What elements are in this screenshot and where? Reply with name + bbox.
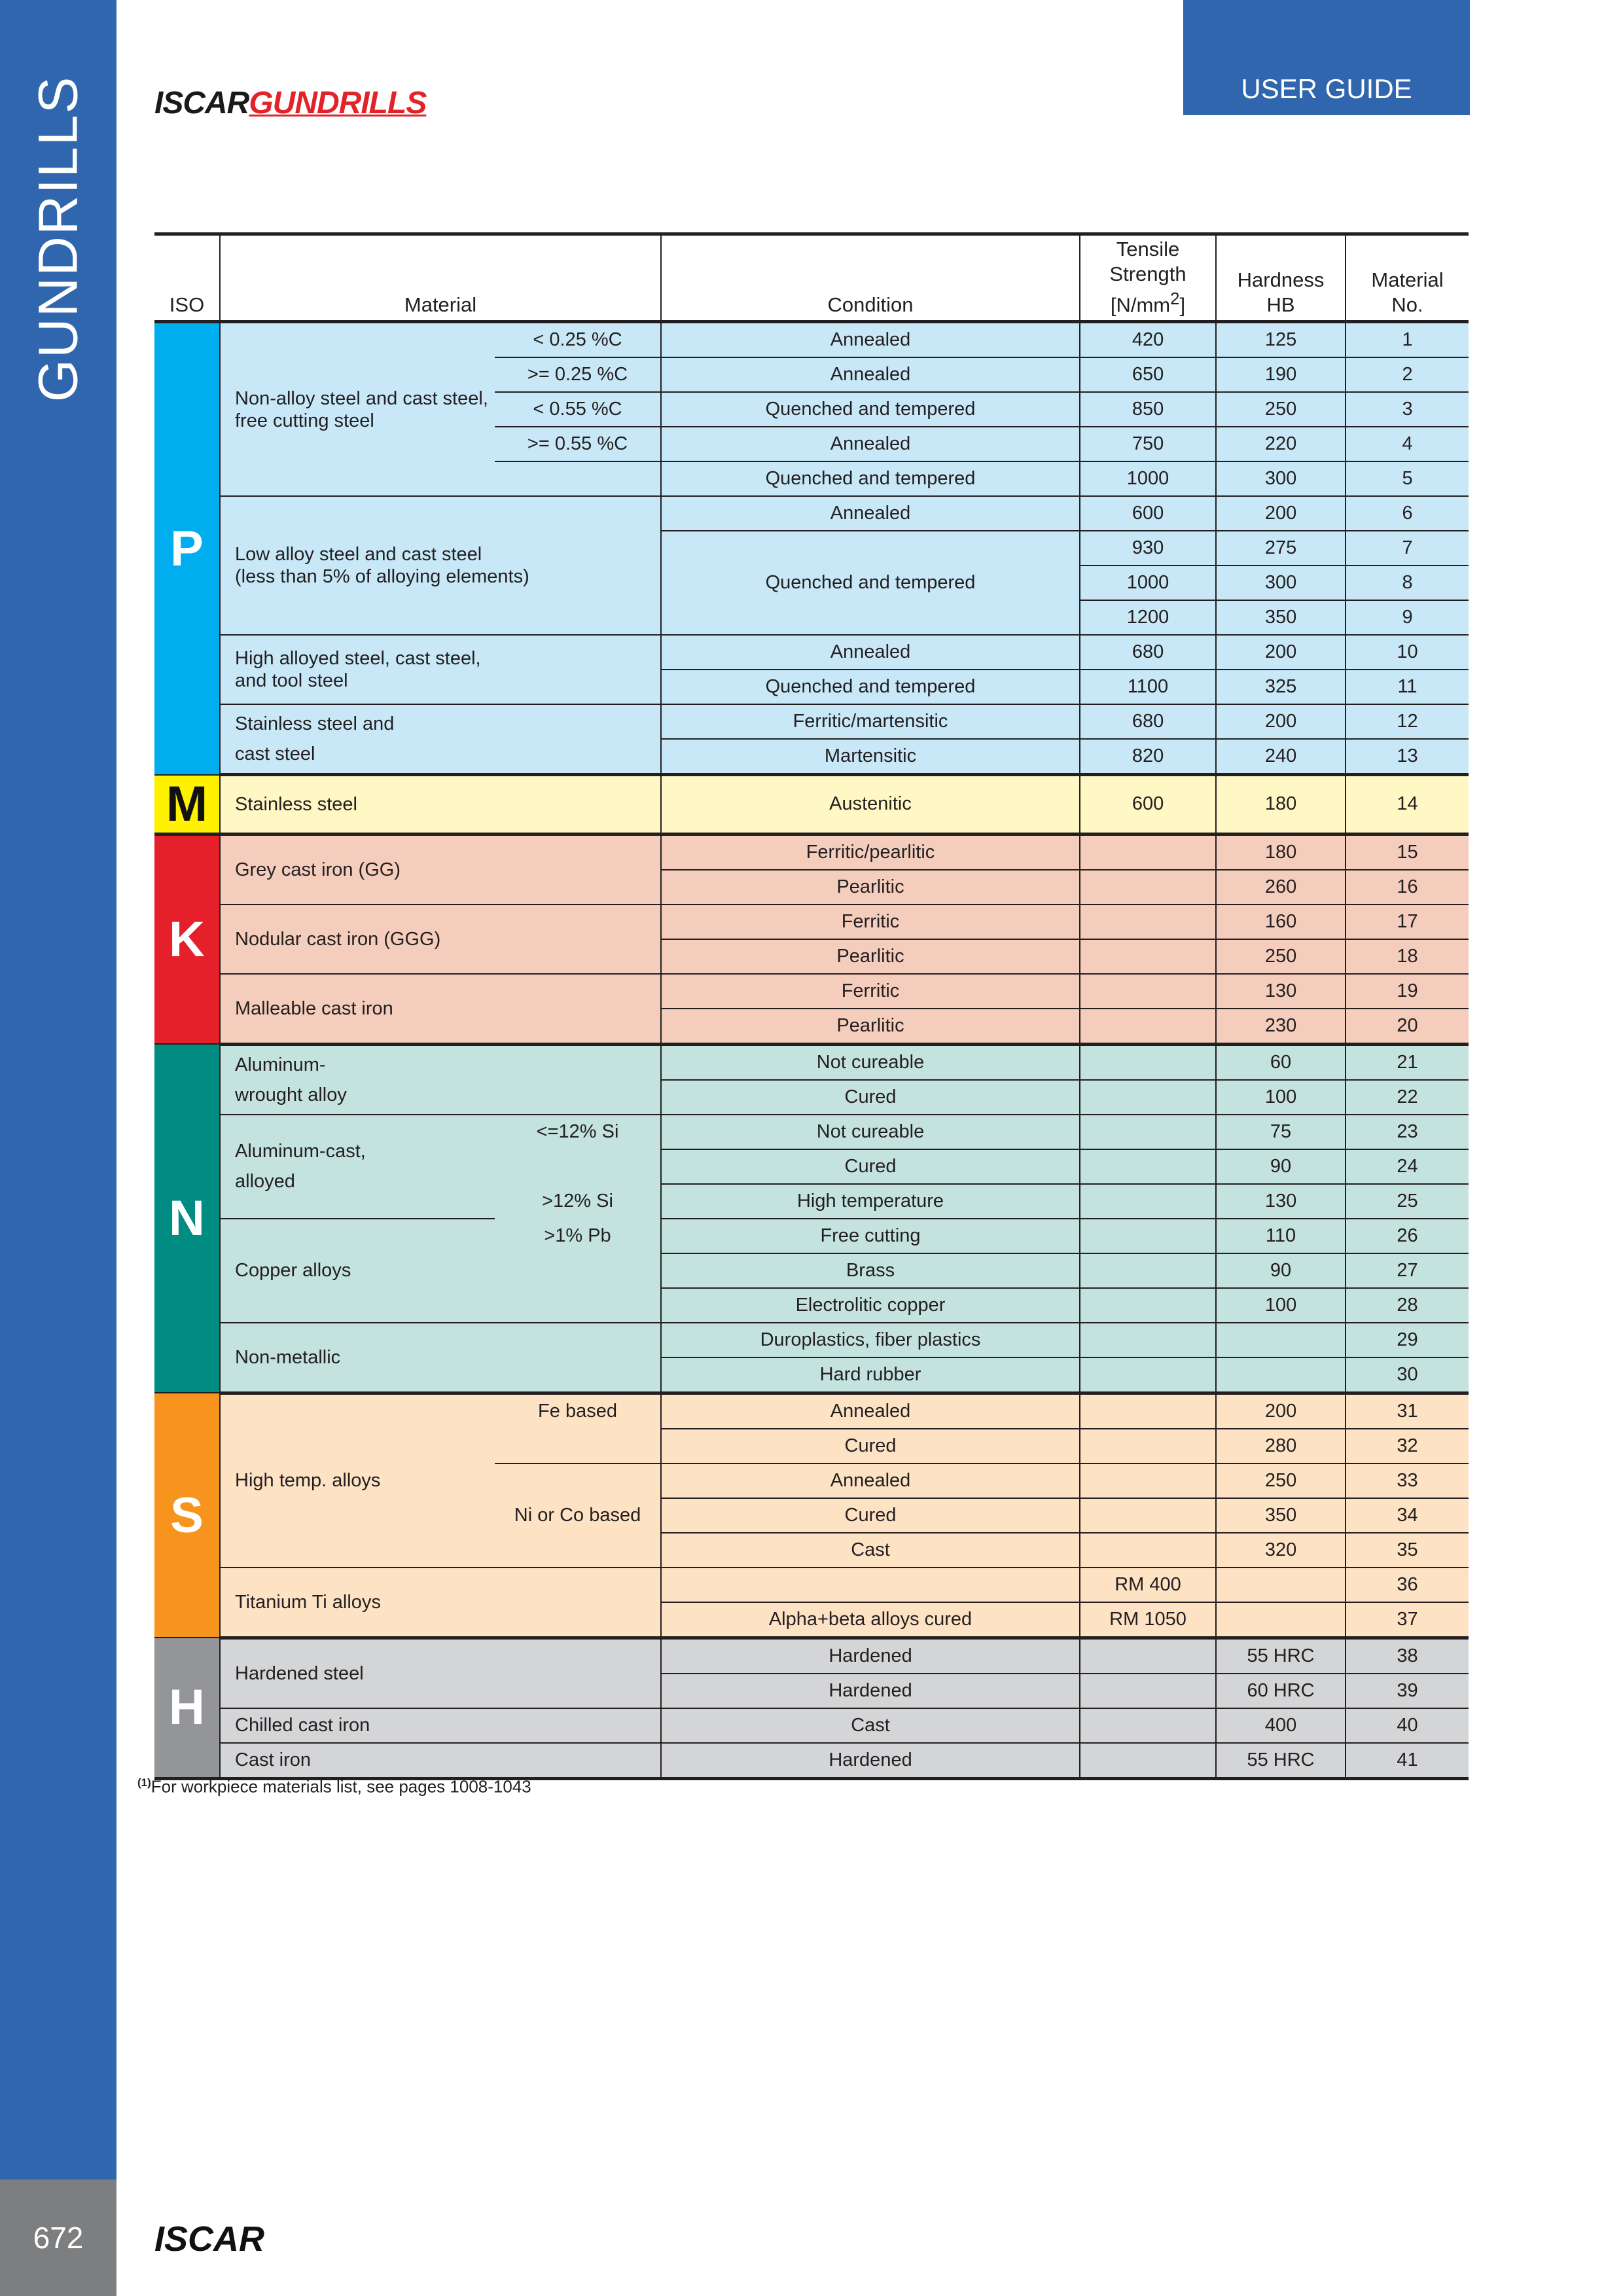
cell-tensile (1080, 1253, 1216, 1288)
cell-hardness: 100 (1216, 1288, 1346, 1323)
cell-condition: Cured (661, 1080, 1080, 1115)
sub-condition (495, 1253, 661, 1288)
cell-material-no: 32 (1346, 1429, 1469, 1463)
cell-hardness: 250 (1216, 939, 1346, 974)
cell-tensile: 420 (1080, 322, 1216, 358)
cell-tensile (1080, 974, 1216, 1009)
cell-hardness: 230 (1216, 1009, 1346, 1045)
section-title: GUNDRILLS (27, 75, 89, 403)
cell-tensile (1080, 1323, 1216, 1357)
cell-hardness: 60 HRC (1216, 1674, 1346, 1708)
iso-k-badge: K (154, 834, 220, 1044)
cell-material-no: 30 (1346, 1357, 1469, 1393)
cell-material-no: 39 (1346, 1674, 1469, 1708)
cell-hardness (1216, 1602, 1346, 1638)
cell-tensile (1080, 905, 1216, 939)
cell-material-no: 6 (1346, 496, 1469, 531)
material-label: Stainless steel and cast steel (220, 704, 661, 775)
cell-tensile (1080, 1288, 1216, 1323)
cell-condition: Cured (661, 1498, 1080, 1533)
user-guide-label: USER GUIDE (1241, 73, 1412, 104)
cell-material-no: 38 (1346, 1638, 1469, 1674)
cell-material-no: 16 (1346, 870, 1469, 905)
cell-condition: Ferritic (661, 974, 1080, 1009)
cell-tensile: 650 (1080, 357, 1216, 392)
cell-hardness: 75 (1216, 1115, 1346, 1149)
cell-tensile: 680 (1080, 704, 1216, 739)
cell-hardness: 400 (1216, 1708, 1346, 1743)
table-row (154, 1708, 1469, 1743)
cell-condition: Annealed (661, 357, 1080, 392)
table-row (154, 1743, 1469, 1779)
iso-s-badge: S (154, 1393, 220, 1638)
material-label: Hardened steel (220, 1638, 661, 1708)
cell-condition: Hardened (661, 1638, 1080, 1674)
cell-material-no: 5 (1346, 461, 1469, 496)
cell-hardness: 300 (1216, 565, 1346, 600)
col-hardness: Hardness HB (1216, 234, 1346, 322)
cell-condition: Free cutting (661, 1219, 1080, 1253)
cell-condition: Hard rubber (661, 1357, 1080, 1393)
cell-tensile: 600 (1080, 496, 1216, 531)
col-material-no: Material No. (1346, 234, 1469, 322)
cell-hardness: 350 (1216, 600, 1346, 635)
cell-tensile (1080, 1638, 1216, 1674)
cell-condition: Annealed (661, 427, 1080, 461)
cell-material-no: 25 (1346, 1184, 1469, 1219)
cell-condition: Ferritic (661, 905, 1080, 939)
cell-material-no: 37 (1346, 1602, 1469, 1638)
cell-material-no: 36 (1346, 1568, 1469, 1602)
cell-condition: Cured (661, 1429, 1080, 1463)
cell-condition: Duroplastics, fiber plastics (661, 1323, 1080, 1357)
iscar-gundrills-logo (154, 85, 426, 121)
cell-material-no: 14 (1346, 775, 1469, 834)
sub-condition (495, 1288, 661, 1323)
cell-hardness: 125 (1216, 322, 1346, 358)
cell-hardness (1216, 1568, 1346, 1602)
cell-tensile (1080, 1498, 1216, 1533)
cell-material-no: 23 (1346, 1115, 1469, 1149)
cell-condition: Pearlitic (661, 939, 1080, 974)
cell-tensile: 680 (1080, 635, 1216, 670)
materials-table (154, 232, 1469, 1780)
cell-hardness (1216, 1323, 1346, 1357)
material-label: Titanium Ti alloys (220, 1568, 661, 1638)
cell-material-no: 17 (1346, 905, 1469, 939)
material-label: Non-metallic (220, 1323, 661, 1393)
cell-material-no: 41 (1346, 1743, 1469, 1779)
cell-material-no: 3 (1346, 392, 1469, 427)
cell-hardness (1216, 1357, 1346, 1393)
cell-hardness: 90 (1216, 1253, 1346, 1288)
cell-hardness: 180 (1216, 834, 1346, 870)
cell-condition: Quenched and tempered (661, 670, 1080, 704)
cell-tensile (1080, 1009, 1216, 1045)
cell-hardness: 130 (1216, 974, 1346, 1009)
cell-tensile (1080, 1115, 1216, 1149)
cell-hardness: 350 (1216, 1498, 1346, 1533)
cell-material-no: 28 (1346, 1288, 1469, 1323)
cell-tensile (1080, 1357, 1216, 1393)
material-label: Non-alloy steel and cast steel, free cutting steel (220, 322, 495, 497)
col-material: Material (220, 234, 661, 322)
cell-tensile (1080, 1393, 1216, 1429)
cell-material-no: 27 (1346, 1253, 1469, 1288)
sub-condition: >= 0.25 %C (495, 357, 661, 392)
cell-material-no: 1 (1346, 322, 1469, 358)
cell-condition: Cured (661, 1149, 1080, 1184)
cell-hardness: 240 (1216, 739, 1346, 775)
cell-condition: Annealed (661, 635, 1080, 670)
table-row (154, 1219, 1469, 1253)
cell-material-no: 7 (1346, 531, 1469, 565)
cell-tensile (1080, 1708, 1216, 1743)
cell-tensile: 1000 (1080, 565, 1216, 600)
cell-material-no: 11 (1346, 670, 1469, 704)
cell-condition: Ferritic/pearlitic (661, 834, 1080, 870)
col-iso: ISO (154, 234, 220, 322)
cell-hardness: 200 (1216, 1393, 1346, 1429)
sub-condition: Fe based (538, 1401, 617, 1422)
cell-hardness: 275 (1216, 531, 1346, 565)
table-row (154, 1393, 1469, 1429)
cell-hardness: 325 (1216, 670, 1346, 704)
col-condition: Condition (661, 234, 1080, 322)
sub-condition (495, 1429, 661, 1463)
cell-condition: Hardened (661, 1674, 1080, 1708)
table-row (154, 1568, 1469, 1602)
cell-material-no: 2 (1346, 357, 1469, 392)
table-header (154, 234, 1469, 322)
cell-tensile: 850 (1080, 392, 1216, 427)
cell-hardness: 110 (1216, 1219, 1346, 1253)
cell-condition: Quenched and tempered (661, 461, 1080, 496)
cell-hardness: 200 (1216, 704, 1346, 739)
cell-material-no: 10 (1346, 635, 1469, 670)
cell-tensile (1080, 1184, 1216, 1219)
user-guide-tab (1183, 0, 1470, 115)
iso-p-badge: P (154, 322, 220, 775)
cell-tensile: 820 (1080, 739, 1216, 775)
cell-condition: Cast (661, 1708, 1080, 1743)
cell-tensile: 750 (1080, 427, 1216, 461)
iso-n-badge: N (154, 1044, 220, 1393)
cell-tensile (1080, 1674, 1216, 1708)
logo-gundrills: GUNDRILLS (249, 86, 427, 120)
cell-condition: Annealed (661, 496, 1080, 531)
cell-condition: Pearlitic (661, 1009, 1080, 1045)
cell-hardness: 200 (1216, 635, 1346, 670)
iso-m-badge: M (154, 775, 220, 834)
cell-material-no: 29 (1346, 1323, 1469, 1357)
cell-hardness: 100 (1216, 1080, 1346, 1115)
footnote-marker: (1) (137, 1776, 151, 1789)
cell-material-no: 31 (1346, 1393, 1469, 1429)
cell-tensile: 600 (1080, 775, 1216, 834)
material-label: Aluminum-cast, alloyed (220, 1115, 495, 1219)
cell-tensile: 930 (1080, 531, 1216, 565)
cell-condition: Ferritic/martensitic (661, 704, 1080, 739)
cell-tensile (1080, 1080, 1216, 1115)
cell-material-no: 24 (1346, 1149, 1469, 1184)
cell-tensile: 1200 (1080, 600, 1216, 635)
cell-condition: Austenitic (661, 775, 1080, 834)
table-row (154, 974, 1469, 1009)
cell-hardness: 55 HRC (1216, 1743, 1346, 1779)
material-label: Aluminum- wrought alloy (220, 1044, 661, 1115)
cell-condition: Martensitic (661, 739, 1080, 775)
cell-material-no: 13 (1346, 739, 1469, 775)
sub-condition (495, 1463, 661, 1498)
material-label: Chilled cast iron (220, 1708, 661, 1743)
cell-condition: Not cureable (661, 1115, 1080, 1149)
cell-hardness: 250 (1216, 392, 1346, 427)
cell-material-no: 8 (1346, 565, 1469, 600)
sub-condition: <=12% Si (536, 1121, 619, 1142)
cell-hardness: 160 (1216, 905, 1346, 939)
table-row (154, 1044, 1469, 1080)
cell-hardness: 130 (1216, 1184, 1346, 1219)
cell-material-no: 9 (1346, 600, 1469, 635)
table-row (154, 905, 1469, 939)
material-label: Grey cast iron (GG) (220, 834, 661, 905)
table-row (154, 1115, 1469, 1149)
cell-hardness: 180 (1216, 775, 1346, 834)
cell-tensile (1080, 1429, 1216, 1463)
cell-hardness: 55 HRC (1216, 1638, 1346, 1674)
cell-tensile (1080, 870, 1216, 905)
cell-condition: Quenched and tempered (661, 531, 1080, 635)
material-label: Low alloy steel and cast steel (less than 5% of alloying elements) (220, 496, 661, 635)
footnote (137, 1776, 531, 1797)
material-label: Nodular cast iron (GGG) (220, 905, 661, 974)
cell-material-no: 21 (1346, 1044, 1469, 1080)
material-label: High alloyed steel, cast steel, and tool steel (220, 635, 661, 704)
sub-condition (495, 461, 661, 496)
cell-condition: Pearlitic (661, 870, 1080, 905)
cell-condition: Cast (661, 1533, 1080, 1568)
sub-condition (495, 1533, 661, 1568)
sub-condition: >1% Pb (544, 1225, 611, 1246)
cell-hardness: 190 (1216, 357, 1346, 392)
cell-condition: Annealed (661, 1463, 1080, 1498)
col-tensile: Tensile Strength $[N/mm^2]$ (1080, 234, 1216, 322)
cell-condition: Not cureable (661, 1044, 1080, 1080)
cell-hardness: 90 (1216, 1149, 1346, 1184)
material-label: Stainless steel (220, 775, 661, 834)
side-bar (0, 0, 116, 2179)
cell-tensile (1080, 1463, 1216, 1498)
cell-tensile: RM 1050 (1080, 1602, 1216, 1638)
cell-material-no: 35 (1346, 1533, 1469, 1568)
sub-condition: >= 0.55 %C (495, 427, 661, 461)
material-label: Copper alloys (220, 1219, 495, 1323)
cell-material-no: 18 (1346, 939, 1469, 974)
cell-hardness: 60 (1216, 1044, 1346, 1080)
cell-tensile (1080, 1219, 1216, 1253)
cell-tensile (1080, 1743, 1216, 1779)
table-row (154, 704, 1469, 739)
cell-material-no: 20 (1346, 1009, 1469, 1045)
cell-hardness: 200 (1216, 496, 1346, 531)
sub-condition (495, 1149, 661, 1184)
cell-material-no: 34 (1346, 1498, 1469, 1533)
cell-material-no: 40 (1346, 1708, 1469, 1743)
cell-material-no: 12 (1346, 704, 1469, 739)
cell-hardness: 220 (1216, 427, 1346, 461)
cell-tensile: 1100 (1080, 670, 1216, 704)
cell-material-no: 22 (1346, 1080, 1469, 1115)
cell-condition: Electrolitic copper (661, 1288, 1080, 1323)
table-row (154, 635, 1469, 670)
table-row (154, 496, 1469, 531)
cell-condition: Annealed (661, 322, 1080, 358)
cell-tensile (1080, 1149, 1216, 1184)
page-number: 672 (0, 2179, 116, 2296)
cell-material-no: 26 (1346, 1219, 1469, 1253)
footer-brand-logo: ISCAR (154, 2219, 265, 2259)
table-row (154, 775, 1469, 834)
cell-condition: Quenched and tempered (661, 392, 1080, 427)
cell-material-no: 19 (1346, 974, 1469, 1009)
cell-condition: Annealed (661, 1393, 1080, 1429)
cell-hardness: 320 (1216, 1533, 1346, 1568)
footnote-text: For workpiece materials list, see pages 1008-1043 (151, 1776, 531, 1797)
cell-condition (661, 1568, 1080, 1602)
cell-tensile (1080, 834, 1216, 870)
sub-condition: >12% Si (542, 1190, 613, 1211)
table-row (154, 322, 1469, 358)
cell-hardness: 260 (1216, 870, 1346, 905)
cell-hardness: 300 (1216, 461, 1346, 496)
cell-tensile (1080, 1044, 1216, 1080)
cell-condition: Hardened (661, 1743, 1080, 1779)
sub-condition: < 0.55 %C (495, 392, 661, 427)
table-row (154, 1323, 1469, 1357)
table-row (154, 1638, 1469, 1674)
cell-condition: High temperature (661, 1184, 1080, 1219)
cell-tensile: RM 400 (1080, 1568, 1216, 1602)
logo-iscar: ISCAR (154, 86, 249, 120)
cell-condition: Alpha+beta alloys cured (661, 1602, 1080, 1638)
cell-material-no: 33 (1346, 1463, 1469, 1498)
cell-tensile (1080, 939, 1216, 974)
cell-tensile: 1000 (1080, 461, 1216, 496)
material-label: High temp. alloys (220, 1393, 495, 1568)
cell-tensile (1080, 1533, 1216, 1568)
material-label: Malleable cast iron (220, 974, 661, 1045)
material-label: Cast iron (220, 1743, 661, 1779)
cell-material-no: 4 (1346, 427, 1469, 461)
cell-condition: Brass (661, 1253, 1080, 1288)
sub-condition: Ni or Co based (514, 1504, 641, 1526)
cell-hardness: 280 (1216, 1429, 1346, 1463)
sub-condition: < 0.25 %C (495, 322, 661, 358)
iso-h-badge: H (154, 1638, 220, 1778)
cell-hardness: 250 (1216, 1463, 1346, 1498)
cell-material-no: 15 (1346, 834, 1469, 870)
table-row (154, 834, 1469, 870)
